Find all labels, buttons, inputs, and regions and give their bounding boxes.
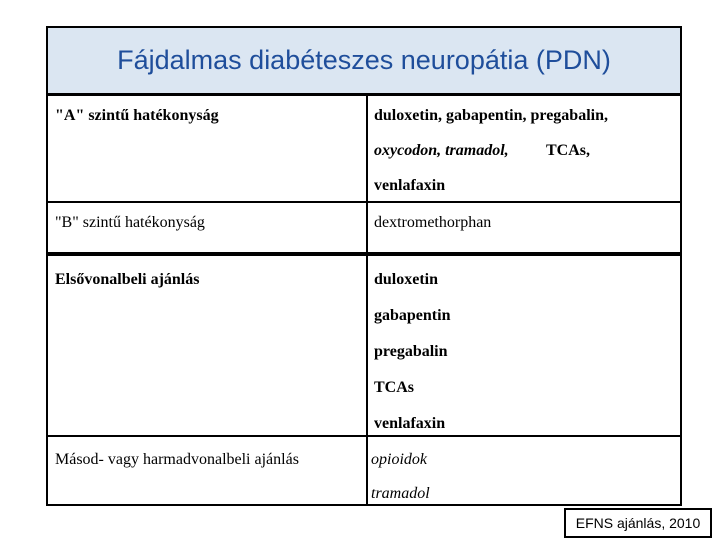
row-b-line-1: dextromethorphan <box>374 214 492 231</box>
row-first-line-4: TCAs <box>374 379 415 396</box>
row-divider <box>48 201 680 203</box>
column-divider <box>366 96 368 506</box>
row-a-line-2b: TCAs, <box>546 142 591 159</box>
row-label-second-third-line: Másod- vagy harmadvonalbeli ajánlás <box>55 451 299 468</box>
title-bar <box>48 28 680 96</box>
source-citation: EFNS ajánlás, 2010 <box>575 515 701 531</box>
source-box <box>564 508 712 538</box>
row-divider-thick <box>48 252 680 256</box>
row-second-line-2: tramadol <box>371 485 430 502</box>
row-divider <box>48 435 680 437</box>
row-label-b-level: "B" szintű hatékonyság <box>55 214 205 231</box>
row-first-line-2: gabapentin <box>374 307 451 324</box>
row-first-line-1: duloxetin <box>374 271 439 288</box>
slide-title: Fájdalmas diabéteszes neuropátia (PDN) <box>117 45 611 75</box>
row-second-line-1: opioidok <box>371 451 427 468</box>
row-first-line-3: pregabalin <box>374 343 448 360</box>
row-a-line-2: oxycodon, tramadol, <box>374 142 509 159</box>
row-first-line-5: venlafaxin <box>374 415 446 432</box>
row-a-line-3: venlafaxin <box>374 177 446 194</box>
row-label-a-level: "A" szintű hatékonyság <box>55 107 219 124</box>
slide-table <box>46 26 682 506</box>
row-a-line-1: duloxetin, gabapentin, pregabalin, <box>374 107 608 124</box>
row-label-first-line: Elsővonalbeli ajánlás <box>55 271 200 288</box>
